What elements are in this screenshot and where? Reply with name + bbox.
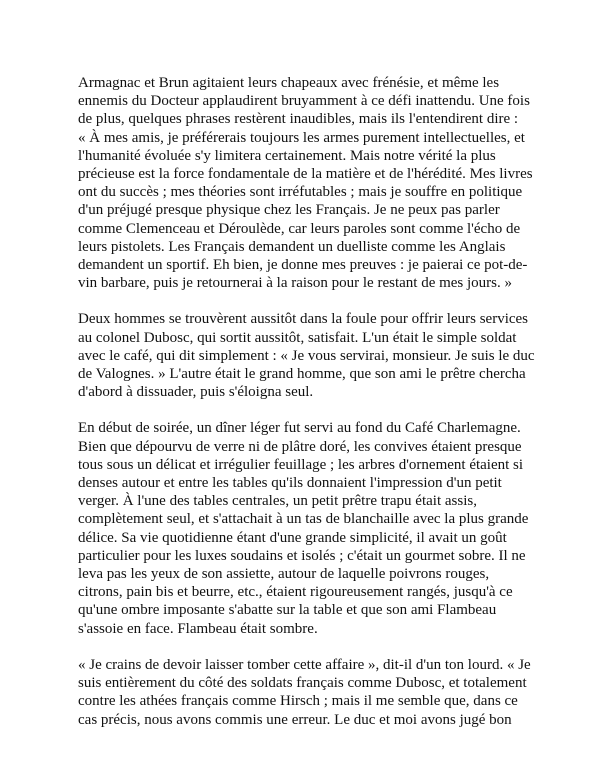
text-line: contre les athées français comme Hirsch ; mais il me semble que, dans ce (78, 693, 518, 710)
text-line: citrons, pain bis et beurre, etc., étaient rigoureusement rangés, jusqu'à ce (78, 584, 513, 601)
paragraph-1 (78, 74, 533, 292)
text-line: leurs pistolets. Les Français demandent un duelliste comme les Anglais (78, 238, 506, 255)
text-line: « Je crains de devoir laisser tomber cette affaire », dit-il d'un ton lourd. « Je (78, 656, 531, 673)
text-line: d'abord à dissuader, puis s'éloigna seul. (78, 384, 314, 401)
text-line: suis entièrement du côté des soldats français comme Dubosc, et totalement (78, 675, 527, 692)
text-line: précieuse est la force fondamentale de la matière et de l'hérédité. Mes livres (78, 166, 533, 183)
document-body (78, 74, 535, 747)
text-line: denses autour et entre les tables qu'ils donnaient l'impression d'un petit (78, 475, 502, 492)
text-line: « À mes amis, je préférerais toujours les armes purement intellectuelles, et (78, 129, 525, 146)
text-line: cas précis, nous avons commis une erreur. Le duc et moi avons jugé bon (78, 711, 512, 728)
text-line: Deux hommes se trouvèrent aussitôt dans la foule pour offrir leurs services (78, 311, 529, 328)
text-line: demandent un sportif. Eh bien, je donne mes preuves : je paierai ce pot-de- (78, 257, 528, 274)
text-line: l'humanité évoluée s'y limitera certainement. Mais notre vérité la plus (78, 147, 496, 164)
text-line: avec le café, qui dit simplement : « Je vous servirai, monsieur. Je suis le duc (78, 347, 535, 364)
paragraph-4 (78, 656, 530, 729)
text-line: au colonel Dubosc, qui sortit aussitôt, satisfait. L'un était le simple soldat (78, 329, 517, 346)
text-line: Bien que dépourvu de verre ni de plâtre doré, les convives étaient presque (78, 438, 522, 455)
text-line: ennemis du Docteur applaudirent bruyamment à ce défi inattendu. Une fois (78, 93, 530, 110)
text-line: Armagnac et Brun agitaient leurs chapeaux avec frénésie, et même les (78, 75, 500, 91)
text-line: d'un préjugé presque physique chez les Français. Je ne peux pas parler (78, 202, 500, 219)
text-line: verger. À l'une des tables centrales, un petit prêtre trapu était assis, (78, 493, 477, 510)
text-line: s'assoie en face. Flambeau était sombre. (78, 620, 318, 637)
text-line: de Valognes. » L'autre était le grand homme, que son ami le prêtre chercha (78, 366, 526, 383)
text-line: tous sous un délicat et irrégulier feuillage ; les arbres d'ornement étaient si (78, 456, 524, 473)
paragraph-2 (78, 310, 535, 401)
text-line: En début de soirée, un dîner léger fut servi au fond du Café Charlemagne. (78, 420, 521, 437)
text-line: particulier pour les luxes soudains et isolés ; c'était un gourmet sobre. Il ne (78, 547, 526, 564)
paragraph-3 (78, 419, 530, 637)
text-line: vin barbare, puis je retournerai à la raison pour le restant de mes jours. » (78, 275, 513, 292)
text-line: complètement seul, et s'attachait à un tas de blanchaille avec la plus grande (78, 511, 529, 528)
text-line: comme Clemenceau et Déroulède, car leurs paroles sont comme l'écho de (78, 220, 521, 237)
text-line: leva pas les yeux de son assiette, autour de laquelle poivrons rouges, (78, 566, 490, 583)
text-line: délice. Sa vie quotidienne étant d'une grande simplicité, il avait un goût (78, 529, 507, 546)
text-line: qu'une ombre imposante s'abatte sur la table et que son ami Flambeau (78, 602, 497, 619)
text-line: ont du succès ; mes théories sont irréfutables ; mais je souffre en politique (78, 184, 523, 201)
text-line: de plus, quelques phrases restèrent inaudibles, mais ils l'entendirent dire : (78, 111, 519, 128)
